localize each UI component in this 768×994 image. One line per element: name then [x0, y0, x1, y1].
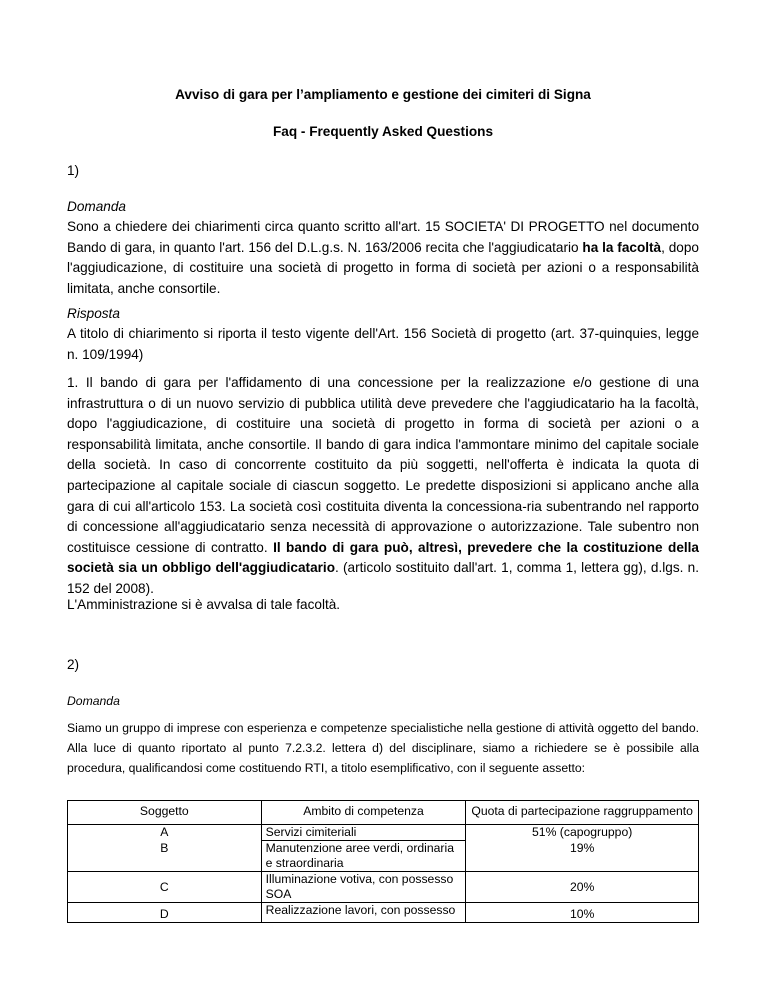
cell-ambito: Illuminazione votiva, con possesso SOA — [261, 872, 466, 903]
question-1-bold-phrase: ha la facoltà — [582, 239, 662, 255]
cell-quota: 20% — [466, 872, 699, 903]
question-1-text — [67, 217, 699, 299]
cell-soggetto: B — [68, 841, 262, 872]
header-ambito: Ambito di competenza — [261, 801, 466, 825]
question-1-text-part-1: Sono a chiedere dei chiarimenti circa quanto scritto all'art. 15 SOCIETA' DI PROGETTO nel documento Bando di gara, in quanto l'art. 156 del D.L.g.s. N. 163/2006 recita che l'aggiudicatario — [67, 219, 699, 255]
cell-soggetto: C — [68, 872, 262, 903]
table-row — [68, 825, 699, 841]
question-2-text: Siamo un gruppo di imprese con esperienza e competenze specialistiche nella gestione di attività oggetto del bando. Alla luce di quanto riportato al punto 7.2.3.2. lettera d) del disciplinare, siamo a richiedere se è possibile alla procedura, qualificandosi come costituendo RTI, a titolo esemplificativo, con il seguente assetto: — [67, 721, 699, 775]
answer-1-intro: A titolo di chiarimento si riporta il testo vigente dell'Art. 156 Società di progetto (art. 37-quinquies, legge n. 109/1994) — [67, 326, 699, 362]
cell-ambito: Realizzazione lavori, con possesso — [261, 903, 466, 923]
cell-ambito: Manutenzione aree verdi, ordinaria e straordinaria — [261, 841, 466, 872]
cell-quota: 19% — [466, 841, 699, 872]
article-156-text-part-2: . (articolo sostituito dall'art. 1, comma 1, lettera gg), d.lgs. n. 152 del 2008). — [67, 560, 699, 596]
question-2-label: Domanda — [67, 694, 120, 708]
cell-ambito: Servizi cimiteriali — [261, 825, 466, 841]
cell-soggetto: A — [68, 825, 262, 841]
table-header-row — [68, 801, 699, 825]
rti-composition-table — [67, 800, 699, 923]
cell-quota: 10% — [466, 903, 699, 923]
table-row — [68, 872, 699, 903]
question-1-label: Domanda — [67, 199, 126, 214]
article-156-text — [67, 373, 699, 600]
table-row — [68, 903, 699, 923]
header-quota: Quota di partecipazione raggruppamento — [466, 801, 699, 825]
document-title: Avviso di gara per l’ampliamento e gestione dei cimiteri di Signa — [175, 87, 591, 102]
cell-soggetto: D — [68, 903, 262, 923]
cell-quota: 51% (capogruppo) — [466, 825, 699, 841]
table-row — [68, 841, 699, 872]
answer-1-conclusion: L'Amministrazione si è avvalsa di tale facoltà. — [67, 597, 341, 612]
document-subtitle: Faq - Frequently Asked Questions — [272, 124, 494, 139]
question-1-number: 1) — [67, 163, 80, 178]
article-156-text-part-1: 1. Il bando di gara per l'affidamento di una concessione per la realizzazione e/o gestione di una infrastruttura o di un nuovo servizio di pubblica utilità deve prevedere che l'aggiudicatario ha la facoltà, dopo l'aggiudicazione, di costituire una società di progetto in forma di società per azioni o a responsabilità limitata, anche consortile. Il bando di gara indica l'ammontare minimo del capitale sociale della società. In caso di concorrente costituito da più soggetti, nell'offerta è indicata la quota di partecipazione al capitale sociale di ciascun soggetto. Le predette disposizioni si applicano anche alla gara di cui all'articolo 153. La società così costituita diventa la concessiona-ria subentrando nel rapporto di concessione all'aggiudicatario senza necessità di approvazione o autorizzazione. Tale subentro non costituisce cessione di contratto. — [67, 375, 699, 555]
header-soggetto: Soggetto — [68, 801, 262, 825]
article-156-bold-phrase: Il bando di gara può, altresì, prevedere che la costituzione della società sia un obbligo dell'aggiudicatario — [67, 539, 699, 576]
question-1-text-part-2: , dopo l'aggiudicazione, di costituire una società di progetto in forma di società per azioni o a responsabilità limitata, anche consortile. — [67, 239, 699, 296]
answer-1-label: Risposta — [67, 306, 120, 321]
question-2-number: 2) — [67, 657, 80, 672]
